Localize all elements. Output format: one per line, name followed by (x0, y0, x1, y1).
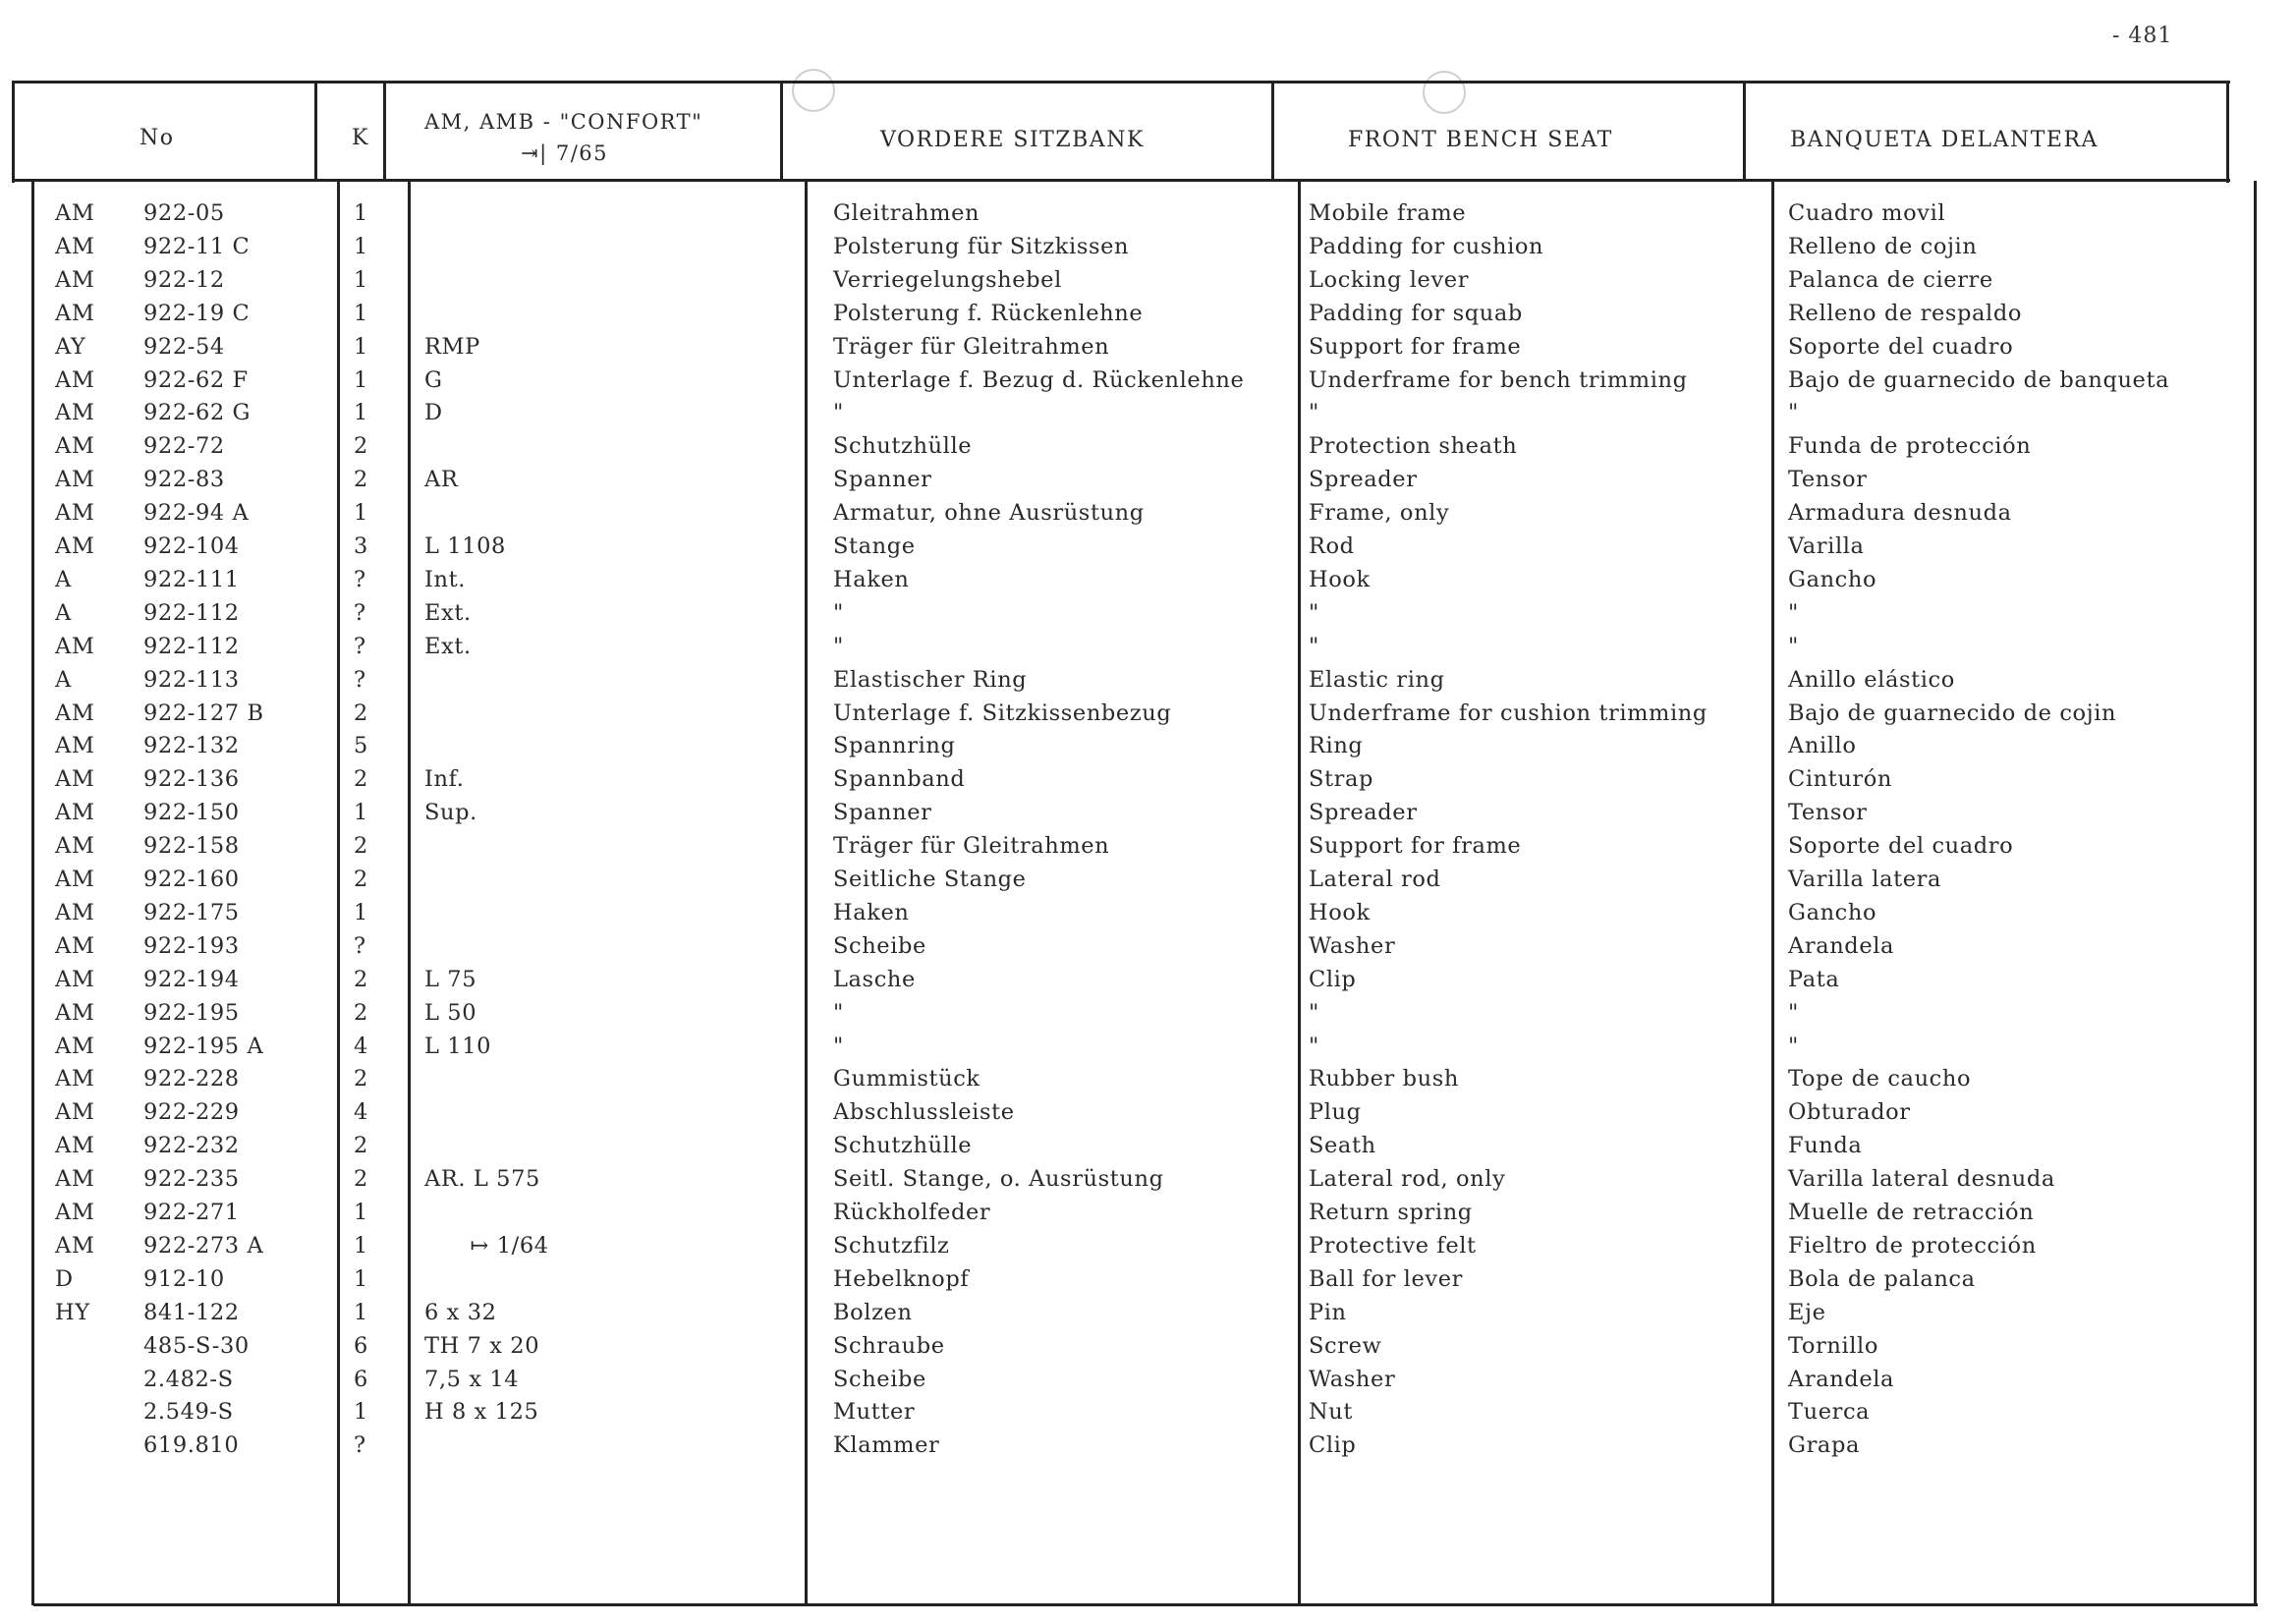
cell-model-note: AR (424, 467, 459, 492)
cell-english: Screw (1309, 1333, 1382, 1359)
cell-prefix: AM (55, 367, 95, 393)
cell-english: Support for frame (1309, 833, 1522, 859)
cell-spanish: Relleno de cojin (1788, 234, 1978, 259)
cell-german: Polsterung für Sitzkissen (833, 234, 1130, 259)
cell-part-number: 922-127 B (143, 700, 264, 726)
cell-german: Mutter (833, 1399, 916, 1425)
cell-part-number: 922-19 C (143, 301, 251, 326)
cell-prefix: A (55, 667, 72, 693)
cell-quantity: 2 (354, 433, 368, 459)
cell-model-note: L 50 (424, 1000, 477, 1026)
cell-quantity: 1 (354, 234, 368, 259)
cell-german: Spannband (833, 766, 966, 792)
cell-english: " (1309, 634, 1319, 659)
cell-model-note: ↦ 1/64 (424, 1233, 549, 1259)
cell-quantity: 1 (354, 400, 368, 425)
table-row (0, 1133, 2296, 1166)
cell-german: Polsterung f. Rückenlehne (833, 301, 1144, 326)
cell-spanish: Bajo de guarnecido de cojin (1788, 700, 2117, 726)
cell-spanish: Fieltro de protección (1788, 1233, 2037, 1259)
cell-part-number: 922-273 A (143, 1233, 264, 1259)
header-spanish: BANQUETA DELANTERA (1790, 128, 2099, 152)
cell-german: Unterlage f. Sitzkissenbezug (833, 700, 1172, 726)
cell-english: Lateral rod (1309, 867, 1441, 892)
cell-spanish: Varilla latera (1788, 867, 1942, 892)
cell-prefix: AM (55, 700, 95, 726)
cell-model-note: 7,5 x 14 (424, 1367, 520, 1392)
cell-part-number: 922-113 (143, 667, 240, 693)
cell-model-note: Sup. (424, 800, 477, 825)
table-row (0, 334, 2296, 367)
cell-part-number: 2.549-S (143, 1399, 234, 1425)
cell-english: Seath (1309, 1133, 1376, 1158)
cell-english: Elastic ring (1309, 667, 1445, 693)
page-number: - 481 (2112, 24, 2173, 48)
cell-spanish: Gancho (1788, 567, 1877, 592)
cell-english: Spreader (1309, 800, 1418, 825)
cell-model-note: H 8 x 125 (424, 1399, 539, 1425)
cell-german: Scheibe (833, 1367, 926, 1392)
cell-prefix: AM (55, 634, 95, 659)
cell-part-number: 922-195 A (143, 1034, 264, 1059)
cell-german: Abschlussleiste (833, 1099, 1015, 1125)
cell-spanish: Tensor (1788, 467, 1868, 492)
table-row (0, 200, 2296, 234)
cell-quantity: 2 (354, 967, 368, 992)
cell-model-note: G (424, 367, 443, 393)
cell-german: " (833, 1034, 844, 1059)
table-row (0, 367, 2296, 401)
cell-quantity: 2 (354, 700, 368, 726)
cell-spanish: Arandela (1788, 933, 1895, 959)
cell-part-number: 2.482-S (143, 1367, 234, 1392)
cell-part-number: 922-194 (143, 967, 240, 992)
cell-model-note: Ext. (424, 634, 472, 659)
table-row (0, 967, 2296, 1000)
cell-quantity: 1 (354, 1266, 368, 1292)
cell-part-number: 922-104 (143, 533, 240, 559)
cell-quantity: 1 (354, 367, 368, 393)
table-row (0, 301, 2296, 334)
table-row (0, 500, 2296, 533)
cell-quantity: 2 (354, 766, 368, 792)
cell-quantity: 1 (354, 334, 368, 360)
cell-prefix: AM (55, 467, 95, 492)
cell-german: Hebelknopf (833, 1266, 970, 1292)
cell-prefix: AM (55, 267, 95, 293)
table-row (0, 766, 2296, 800)
cell-prefix: AM (55, 766, 95, 792)
table-row (0, 933, 2296, 967)
cell-spanish: Pata (1788, 967, 1840, 992)
cell-prefix: AM (55, 900, 95, 925)
cell-quantity: 1 (354, 1300, 368, 1325)
cell-part-number: 922-62 F (143, 367, 249, 393)
cell-quantity: 4 (354, 1034, 368, 1059)
cell-english: Pin (1309, 1300, 1347, 1325)
header-german: VORDERE SITZBANK (880, 128, 1145, 152)
table-row (0, 467, 2296, 500)
cell-german: Armatur, ohne Ausrüstung (833, 500, 1145, 526)
cell-model-note: 6 x 32 (424, 1300, 497, 1325)
cell-part-number: 841-122 (143, 1300, 240, 1325)
cell-english: Locking lever (1309, 267, 1470, 293)
cell-spanish: Arandela (1788, 1367, 1895, 1392)
table-row (0, 1266, 2296, 1300)
cell-quantity: 5 (354, 733, 368, 758)
cell-part-number: 922-150 (143, 800, 240, 825)
table-row (0, 1066, 2296, 1099)
cell-part-number: 922-94 A (143, 500, 250, 526)
cell-spanish: Tornillo (1788, 1333, 1878, 1359)
table-row (0, 667, 2296, 700)
cell-quantity: ? (354, 634, 366, 659)
cell-spanish: Cuadro movil (1788, 200, 1946, 226)
cell-model-note: RMP (424, 334, 480, 360)
cell-part-number: 922-158 (143, 833, 240, 859)
table-row (0, 634, 2296, 667)
cell-german: Lasche (833, 967, 916, 992)
cell-german: Verriegelungshebel (833, 267, 1062, 293)
cell-english: Washer (1309, 1367, 1396, 1392)
cell-english: Hook (1309, 900, 1371, 925)
cell-german: Schutzfilz (833, 1233, 950, 1259)
cell-german: Spannring (833, 733, 956, 758)
cell-quantity: 1 (354, 1399, 368, 1425)
cell-prefix: A (55, 567, 72, 592)
cell-quantity: 1 (354, 500, 368, 526)
cell-quantity: ? (354, 567, 366, 592)
cell-spanish: Tuerca (1788, 1399, 1871, 1425)
cell-german: Träger für Gleitrahmen (833, 334, 1110, 360)
cell-prefix: AM (55, 1034, 95, 1059)
cell-german: Seitl. Stange, o. Ausrüstung (833, 1166, 1164, 1192)
cell-part-number: 922-62 G (143, 400, 252, 425)
cell-quantity: ? (354, 667, 366, 693)
cell-prefix: AM (55, 533, 95, 559)
table-row (0, 234, 2296, 267)
cell-english: Plug (1309, 1099, 1362, 1125)
cell-spanish: Obturador (1788, 1099, 1911, 1125)
table-row (0, 1200, 2296, 1233)
cell-prefix: AM (55, 500, 95, 526)
cell-english: Lateral rod, only (1309, 1166, 1506, 1192)
cell-prefix: AM (55, 1166, 95, 1192)
cell-spanish: Tope de caucho (1788, 1066, 1972, 1092)
header-english: FRONT BENCH SEAT (1348, 128, 1613, 152)
cell-spanish: Armadura desnuda (1788, 500, 2012, 526)
cell-prefix: AM (55, 301, 95, 326)
table-row (0, 567, 2296, 600)
cell-spanish: Soporte del cuadro (1788, 833, 2014, 859)
cell-part-number: 922-72 (143, 433, 225, 459)
cell-model-note: Inf. (424, 766, 465, 792)
cell-quantity: 1 (354, 267, 368, 293)
header-model-line1: AM, AMB - "CONFORT" (424, 110, 703, 134)
cell-part-number: 922-11 C (143, 234, 251, 259)
cell-model-note: L 75 (424, 967, 477, 992)
cell-english: Ring (1309, 733, 1364, 758)
table-row (0, 1432, 2296, 1466)
cell-english: " (1309, 1034, 1319, 1059)
cell-quantity: 2 (354, 867, 368, 892)
cell-german: Gummistück (833, 1066, 980, 1092)
cell-german: Seitliche Stange (833, 867, 1027, 892)
table-row (0, 1333, 2296, 1367)
cell-english: Hook (1309, 567, 1371, 592)
cell-german: Rückholfeder (833, 1200, 991, 1225)
cell-english: " (1309, 600, 1319, 626)
table-row (0, 833, 2296, 867)
cell-prefix: AM (55, 967, 95, 992)
cell-quantity: 2 (354, 833, 368, 859)
header-no: No (140, 126, 175, 150)
cell-quantity: 2 (354, 1000, 368, 1026)
cell-english: Strap (1309, 766, 1374, 792)
cell-prefix: AM (55, 1099, 95, 1125)
cell-spanish: Soporte del cuadro (1788, 334, 2014, 360)
cell-prefix: AM (55, 234, 95, 259)
cell-model-note: L 1108 (424, 533, 506, 559)
cell-part-number: 485-S-30 (143, 1333, 250, 1359)
cell-model-note: Int. (424, 567, 466, 592)
header-k: K (352, 126, 369, 150)
cell-english: " (1309, 400, 1319, 425)
cell-german: " (833, 1000, 844, 1026)
cell-quantity: 6 (354, 1333, 368, 1359)
cell-quantity: 1 (354, 1233, 368, 1259)
cell-quantity: ? (354, 933, 366, 959)
cell-spanish: " (1788, 1000, 1799, 1026)
table-row (0, 1166, 2296, 1200)
table-row (0, 267, 2296, 301)
table-row (0, 1000, 2296, 1034)
cell-prefix: AM (55, 800, 95, 825)
cell-english: Underframe for bench trimming (1309, 367, 1688, 393)
cell-english: Support for frame (1309, 334, 1522, 360)
table-row (0, 433, 2296, 467)
cell-prefix: AM (55, 200, 95, 226)
cell-model-note: TH 7 x 20 (424, 1333, 540, 1359)
punch-hole-right (1423, 71, 1466, 114)
cell-german: Gleitrahmen (833, 200, 980, 226)
table-row (0, 1099, 2296, 1133)
cell-spanish: Muelle de retracción (1788, 1200, 2035, 1225)
cell-german: Unterlage f. Bezug d. Rückenlehne (833, 367, 1245, 393)
cell-english: Clip (1309, 1432, 1357, 1458)
cell-spanish: Palanca de cierre (1788, 267, 1993, 293)
cell-prefix: AM (55, 1000, 95, 1026)
cell-prefix: AM (55, 1200, 95, 1225)
cell-prefix: AM (55, 933, 95, 959)
cell-quantity: 6 (354, 1367, 368, 1392)
cell-part-number: 922-112 (143, 634, 240, 659)
cell-part-number: 922-235 (143, 1166, 240, 1192)
cell-prefix: AM (55, 400, 95, 425)
cell-part-number: 922-83 (143, 467, 225, 492)
cell-part-number: 922-160 (143, 867, 240, 892)
cell-english: Return spring (1309, 1200, 1473, 1225)
cell-english: Padding for cushion (1309, 234, 1544, 259)
cell-part-number: 912-10 (143, 1266, 225, 1292)
cell-english: Nut (1309, 1399, 1354, 1425)
cell-quantity: 2 (354, 1166, 368, 1192)
cell-german: Spanner (833, 800, 932, 825)
cell-german: Schutzhülle (833, 1133, 973, 1158)
cell-spanish: Funda (1788, 1133, 1863, 1158)
cell-part-number: 922-111 (143, 567, 240, 592)
cell-model-note: L 110 (424, 1034, 492, 1059)
cell-spanish: " (1788, 600, 1799, 626)
cell-model-note: Ext. (424, 600, 472, 626)
cell-german: Haken (833, 567, 910, 592)
cell-spanish: " (1788, 634, 1799, 659)
cell-part-number: 922-195 (143, 1000, 240, 1026)
cell-part-number: 922-175 (143, 900, 240, 925)
cell-spanish: Anillo elástico (1788, 667, 1955, 693)
cell-part-number: 922-232 (143, 1133, 240, 1158)
cell-spanish: Eje (1788, 1300, 1826, 1325)
cell-english: Spreader (1309, 467, 1418, 492)
cell-quantity: 1 (354, 1200, 368, 1225)
cell-english: Protection sheath (1309, 433, 1518, 459)
cell-spanish: Bola de palanca (1788, 1266, 1976, 1292)
cell-english: Mobile frame (1309, 200, 1467, 226)
cell-quantity: 1 (354, 301, 368, 326)
table-row (0, 1034, 2296, 1067)
cell-prefix: HY (55, 1300, 90, 1325)
cell-english: Ball for lever (1309, 1266, 1463, 1292)
cell-model-note: D (424, 400, 443, 425)
cell-spanish: Tensor (1788, 800, 1868, 825)
cell-prefix: AY (55, 334, 86, 360)
cell-quantity: 1 (354, 800, 368, 825)
cell-spanish: " (1788, 1034, 1799, 1059)
cell-part-number: 922-136 (143, 766, 240, 792)
table-row (0, 867, 2296, 900)
cell-quantity: 1 (354, 200, 368, 226)
header-model-line2: ⇥| 7/65 (521, 141, 609, 165)
table-row (0, 733, 2296, 766)
table-row (0, 600, 2296, 634)
cell-part-number: 922-193 (143, 933, 240, 959)
cell-part-number: 922-05 (143, 200, 225, 226)
cell-spanish: Varilla (1788, 533, 1865, 559)
cell-spanish: " (1788, 400, 1799, 425)
table-row (0, 700, 2296, 734)
cell-spanish: Anillo (1788, 733, 1857, 758)
cell-spanish: Relleno de respaldo (1788, 301, 2023, 326)
cell-part-number: 922-271 (143, 1200, 240, 1225)
cell-german: Spanner (833, 467, 932, 492)
cell-german: Schraube (833, 1333, 945, 1359)
cell-quantity: 2 (354, 1066, 368, 1092)
cell-prefix: AM (55, 1066, 95, 1092)
cell-english: " (1309, 1000, 1319, 1026)
cell-quantity: 2 (354, 1133, 368, 1158)
cell-spanish: Gancho (1788, 900, 1877, 925)
cell-english: Protective felt (1309, 1233, 1477, 1259)
cell-german: Träger für Gleitrahmen (833, 833, 1110, 859)
cell-spanish: Funda de protección (1788, 433, 2032, 459)
cell-german: Haken (833, 900, 910, 925)
cell-english: Washer (1309, 933, 1396, 959)
cell-english: Underframe for cushion trimming (1309, 700, 1708, 726)
cell-prefix: AM (55, 733, 95, 758)
cell-spanish: Cinturón (1788, 766, 1893, 792)
cell-part-number: 922-12 (143, 267, 225, 293)
table-row (0, 800, 2296, 833)
cell-part-number: 619.810 (143, 1432, 240, 1458)
table-row (0, 533, 2296, 567)
table-row (0, 900, 2296, 933)
cell-part-number: 922-54 (143, 334, 225, 360)
cell-quantity: 4 (354, 1099, 368, 1125)
cell-quantity: 1 (354, 900, 368, 925)
cell-prefix: AM (55, 433, 95, 459)
cell-quantity: 2 (354, 467, 368, 492)
cell-prefix: AM (55, 1233, 95, 1259)
cell-part-number: 922-229 (143, 1099, 240, 1125)
cell-prefix: AM (55, 1133, 95, 1158)
cell-spanish: Bajo de guarnecido de banqueta (1788, 367, 2170, 393)
table-row (0, 1300, 2296, 1333)
cell-quantity: 3 (354, 533, 368, 559)
cell-english: Clip (1309, 967, 1357, 992)
cell-german: " (833, 600, 844, 626)
cell-spanish: Varilla lateral desnuda (1788, 1166, 2055, 1192)
cell-english: Padding for squab (1309, 301, 1523, 326)
cell-prefix: AM (55, 867, 95, 892)
cell-english: Frame, only (1309, 500, 1450, 526)
cell-model-note: AR. L 575 (424, 1166, 540, 1192)
cell-quantity: ? (354, 1432, 366, 1458)
cell-german: Klammer (833, 1432, 940, 1458)
cell-prefix: AM (55, 833, 95, 859)
cell-prefix: A (55, 600, 72, 626)
cell-german: " (833, 634, 844, 659)
cell-prefix: D (55, 1266, 74, 1292)
cell-german: Schutzhülle (833, 433, 973, 459)
cell-german: Scheibe (833, 933, 926, 959)
cell-part-number: 922-228 (143, 1066, 240, 1092)
cell-german: Stange (833, 533, 916, 559)
table-row (0, 1399, 2296, 1432)
cell-quantity: ? (354, 600, 366, 626)
cell-english: Rubber bush (1309, 1066, 1459, 1092)
cell-part-number: 922-112 (143, 600, 240, 626)
cell-german: Elastischer Ring (833, 667, 1028, 693)
cell-spanish: Grapa (1788, 1432, 1860, 1458)
table-row (0, 1367, 2296, 1400)
cell-part-number: 922-132 (143, 733, 240, 758)
cell-english: Rod (1309, 533, 1355, 559)
table-row (0, 400, 2296, 433)
cell-german: Bolzen (833, 1300, 913, 1325)
cell-german: " (833, 400, 844, 425)
punch-hole-left (792, 69, 835, 112)
table-row (0, 1233, 2296, 1266)
